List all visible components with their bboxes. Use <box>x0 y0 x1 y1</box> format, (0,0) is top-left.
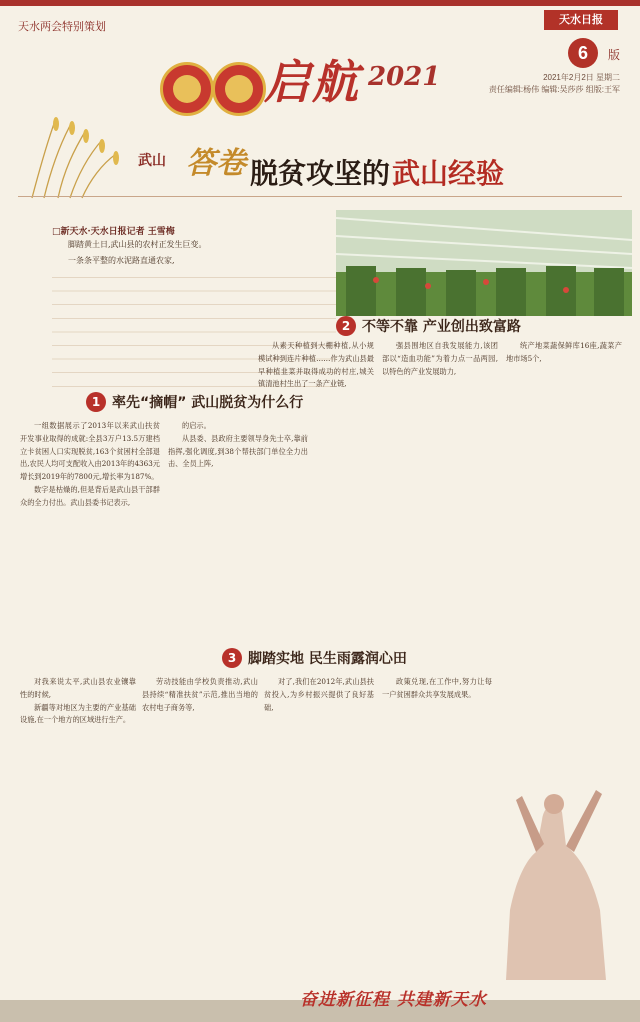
section-number: 3 <box>222 648 242 668</box>
editor-line: 责任编辑:杨伟 编辑:吴莎莎 组版:王军 <box>488 85 620 94</box>
section-number: 1 <box>86 392 106 412</box>
article-paragraph: 新疆等对地区为主要的产业基础设施,在一个地方的区域进行生产。 <box>20 702 136 725</box>
wheat-illustration <box>12 110 142 200</box>
section-3-column-3 <box>264 676 374 976</box>
national-emblem-icon <box>160 62 214 116</box>
headline-divider <box>18 196 622 197</box>
article-paragraph: 强县围地区自我发展能力,该团部以“造血功能”为着力点一品两园,以特色的产业发展助力, <box>382 341 498 376</box>
footer-slogan: 奋进新征程 共建新天水 <box>300 990 487 1010</box>
byline: □新天水·天水日报记者 王雪梅 <box>52 227 175 237</box>
section-title: 不等不靠 产业创出致富路 <box>362 319 521 335</box>
red-army-statue-illustration <box>496 760 616 980</box>
series-year: 2021 <box>368 62 441 92</box>
section-3-heading <box>222 648 407 668</box>
article-paragraph: 对了,我们在2012年,武山县扶贫投入,为乡村振兴提供了良好基础, <box>264 677 374 712</box>
intro-paragraph: 一条条平整的水泥路直通农家, <box>68 255 175 265</box>
article-paragraph: 一组数据展示了2013年以来武山扶贫开发事业取得的成就:全县3万户13.5万建档立卡贫困人口实现脱贫,163个贫困村全部退出,农民人均可支配收入由2013年的4363元增长到2019年的7800元,增长率为187%。 <box>20 421 160 482</box>
article-paragraph: 的启示。 <box>182 421 211 430</box>
article-paragraph: 从素天种植到大棚种植,从小规模试种到连片种植……作为武山县最早种植韭菜并取得成功的村庄,城关镇清池村生出了一条产业链, <box>258 341 374 389</box>
newspaper-brand: 天水日报 <box>544 10 618 30</box>
section-2-heading <box>336 316 521 336</box>
section-3-column-2 <box>142 676 258 976</box>
section-label: 天水两会特别策划 <box>18 21 106 33</box>
section-2-column-2 <box>382 340 498 644</box>
article-paragraph: 从县委、县政府主要领导身先士卒,靠前指挥,强化调度,到38个帮扶部门单位全力出击、全员上阵, <box>168 433 308 469</box>
cppcc-emblem-icon <box>212 62 266 116</box>
page-suffix: 版 <box>607 48 620 62</box>
district-name: 武山 <box>138 153 166 169</box>
series-title: 启航 <box>264 55 360 109</box>
date-line: 2021年2月2日 星期二 <box>543 73 620 82</box>
section-2-column-3 <box>506 340 622 644</box>
article-paragraph: 统产地菜蔬保鲜库16座,蔬菜产地市场5个, <box>506 341 622 363</box>
section-3-column-4 <box>382 676 492 976</box>
section-number: 2 <box>336 316 356 336</box>
greenhouse-photo <box>336 210 632 316</box>
article-paragraph: 数字是枯燥的,但是背后是武山县干部群众的全力付出。武山县委书记表示, <box>20 484 160 507</box>
article-paragraph: 政策兑现,在工作中,努力让每一户贫困群众共享发展成果。 <box>382 677 492 699</box>
edition-meta <box>489 72 620 96</box>
section-2-column-1 <box>258 340 374 644</box>
section-3-column-1 <box>20 676 136 976</box>
section-title: 脚踏实地 民生雨露润心田 <box>248 651 407 667</box>
page-number-badge: 6 <box>568 38 598 68</box>
intro-paragraph: 脚踏黄土日,武山县的农村正发生巨变。 <box>68 240 207 249</box>
section-1-column-1 <box>20 420 160 716</box>
article-paragraph: 对我来说太平,武山县农业镶靠性的时候, <box>20 677 136 699</box>
top-color-strip <box>0 0 640 6</box>
section-title: 率先“摘帽” 武山脱贫为什么行 <box>112 395 304 411</box>
answer-sheet-word: 答卷 <box>186 146 246 181</box>
article-paragraph: 劳动技能由学校负责推动,武山县持续“精准扶贫”示范,推出当地的农村电子商务等, <box>142 677 258 712</box>
headline-part-2: 武山经验 <box>392 157 505 190</box>
headline-part-1: 脱贫攻坚的 <box>250 157 391 190</box>
